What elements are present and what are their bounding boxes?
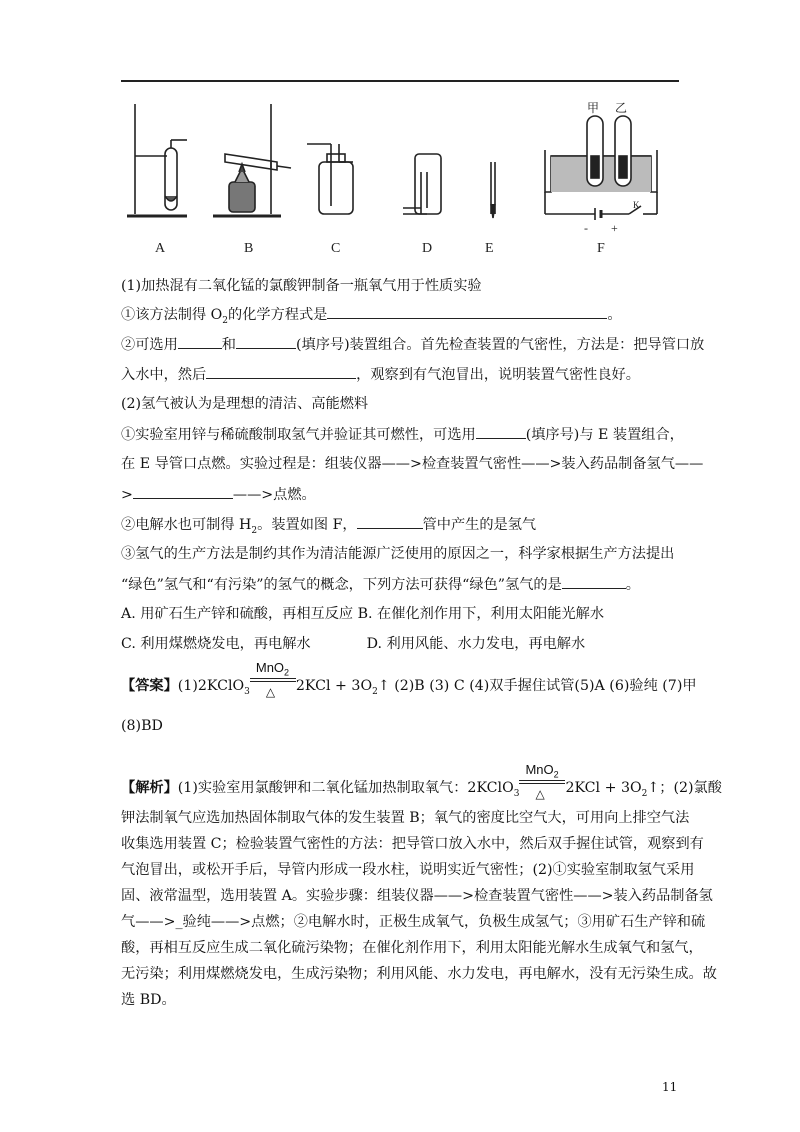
answer-blank-equation[interactable] — [327, 304, 607, 319]
top-rule — [121, 80, 679, 82]
analysis-line-4: 气泡冒出，或松开手后，导管内形成一段水柱，说明实近气密性；(2)①实验室制取氢气采用 — [121, 862, 695, 878]
answer-p2-sub: 2 — [372, 686, 378, 697]
q2-heading: (2)氢气被认为是理想的清洁、高能燃料 — [121, 396, 369, 412]
answer-blank-green-h2[interactable] — [562, 574, 626, 589]
apparatus-c — [307, 144, 353, 214]
apparatus-e — [491, 162, 495, 218]
q2-s3-end: 。 — [625, 577, 640, 593]
apparatus-f — [545, 116, 657, 220]
label-f: F — [597, 241, 605, 256]
q1-s1-sub: 2 — [222, 315, 229, 326]
answer-blank-h2-device[interactable] — [476, 424, 526, 439]
q1-s2-e: ，观察到有气泡冒出，说明装置气密性良好。 — [356, 367, 640, 383]
analysis-catalyst-sub: 2 — [553, 769, 559, 780]
q2-s1-d: > — [121, 487, 133, 503]
label-plus: + — [611, 221, 618, 235]
answer-blank-device-1[interactable] — [178, 334, 222, 349]
answer-p2: 2KCl + 3O — [295, 678, 373, 694]
answer-blank-tube[interactable] — [357, 514, 423, 529]
analysis-line-6: 气——>_验纯——>点燃；②电解水时，正极生成氧气，负极生成氢气；③用矿石生产锌和硫 — [121, 914, 706, 930]
analysis-l1-sub2: 2 — [641, 788, 648, 799]
q1-s2-a: ②可选用 — [121, 337, 178, 353]
catalyst-label: MnO — [255, 660, 285, 675]
q2-s2-b: 。装置如图 F， — [257, 517, 357, 533]
q1-heading: (1)加热混有二氧化锰的氯酸钾制备一瓶氧气用于性质实验 — [121, 278, 482, 294]
q2-s1-e: ——>点燃。 — [232, 487, 316, 503]
q2-item-3: ③氢气的生产方法是制约其作为清洁能源广泛使用的原因之一，科学家根据生产方法提出 — [121, 546, 675, 562]
answer-p3: ↑ (2)B (3) C (4)双手握住试管(5)A (6)验纯 (7)甲 — [377, 678, 697, 694]
apparatus-diagram — [121, 96, 679, 266]
label-a: A — [155, 241, 166, 256]
q1-s2-b: 和 — [221, 337, 236, 353]
q2-s1-a: ①实验室用锌与稀硫酸制取氢气并验证其可燃性，可选用 — [121, 427, 476, 443]
analysis-line-9: 选 BD。 — [121, 992, 176, 1008]
label-c: C — [331, 241, 341, 256]
option-d: D. 利用风能、水力发电，再电解水 — [366, 636, 586, 652]
q2-item-2 — [121, 514, 681, 541]
q1-s1-suffix: 的化学方程式是 — [228, 307, 328, 323]
apparatus-d — [403, 154, 441, 214]
q2-item-1-cont2 — [121, 484, 681, 505]
q1-item-2-cont — [121, 364, 681, 385]
analysis-l1-sub: 3 — [513, 788, 520, 799]
analysis-heat-symbol: △ — [535, 787, 545, 801]
apparatus-b — [213, 104, 291, 216]
q1-item-1 — [121, 304, 681, 331]
label-jia: 甲 — [587, 101, 600, 115]
analysis-l1-c: ↑；(2)氯酸 — [647, 780, 722, 796]
catalyst-sub: 2 — [284, 667, 290, 678]
q1-s1-end: 。 — [607, 307, 622, 323]
label-minus: - — [584, 221, 588, 235]
label-switch-k: K — [633, 200, 640, 210]
analysis-label: 【解析】 — [121, 780, 178, 796]
analysis-l1-b: 2KCl + 3O — [565, 780, 642, 796]
q1-s1-prefix: ①该方法制得 O — [121, 307, 223, 323]
q2-options-cd — [121, 634, 681, 654]
answer-p1-sub: 3 — [244, 686, 250, 697]
q1-s2-d: 入水中，然后 — [121, 367, 207, 383]
analysis-catalyst-label: MnO — [525, 762, 554, 777]
apparatus-figure — [121, 96, 679, 266]
q2-item-1 — [121, 424, 684, 445]
label-d: D — [422, 241, 433, 256]
analysis-line-1 — [121, 762, 722, 804]
answer-blank-device-2[interactable] — [236, 334, 296, 349]
heat-symbol: △ — [265, 685, 276, 699]
analysis-line-7: 酸，再相互反应生成二氧化硫污染物；在催化剂作用下，利用太阳能光解水生成氧气和氢气， — [121, 940, 703, 956]
answer-label: 【答案】 — [121, 678, 178, 694]
q2-s1-b: (填序号)与 E 装置组合， — [525, 427, 684, 443]
answer-blank-method[interactable] — [206, 364, 356, 379]
answer-line — [121, 660, 697, 702]
q2-s3-b: “绿色”氢气和“有污染”的氢气的概念，下列方法可获得“绿色”氢气的是 — [121, 577, 562, 593]
q2-s2-sub: 2 — [251, 525, 258, 536]
analysis-line-2: 钾法制氧气应选加热固体制取气体的发生装置 B；氧气的密度比空气大，可用向上排空气法 — [121, 810, 690, 826]
q2-item-1-cont: 在 E 导管口点燃。实验过程是：组装仪器——>检查装置气密性——>装入药品制备氢气—— — [121, 456, 704, 472]
answer-p1: (1)2KClO — [177, 678, 245, 694]
q2-options-ab — [121, 604, 681, 624]
analysis-l1-a: (1)实验室用氯酸钾和二氧化锰加热制取氧气：2KClO — [177, 780, 514, 796]
label-yi: 乙 — [615, 101, 628, 115]
label-b: B — [244, 241, 254, 256]
q1-s2-c: (填序号)装置组合。首先检查装置的气密性，方法是：把导管口放 — [295, 337, 705, 353]
option-b: B. 在催化剂作用下，利用太阳能光解水 — [357, 606, 605, 622]
answer-blank-step[interactable] — [133, 484, 233, 499]
page-number: 11 — [662, 1080, 678, 1094]
q2-s2-a: ②电解水也可制得 H — [121, 517, 252, 533]
reaction-condition — [250, 660, 296, 699]
label-e: E — [485, 241, 494, 256]
analysis-line-3: 收集选用装置 C；检验装置气密性的方法：把导管口放入水中，然后双手握住试管，观察到有 — [121, 836, 704, 852]
option-c: C. 利用煤燃烧发电，再电解水 — [121, 636, 311, 652]
q2-item-3-cont — [121, 574, 681, 595]
analysis-reaction-condition — [519, 762, 565, 801]
option-a: A. 用矿石生产锌和硫酸，再相互反应 — [121, 606, 354, 622]
apparatus-a — [127, 104, 187, 216]
answer-line-2: (8)BD — [121, 718, 163, 734]
q2-s2-c: 管中产生的是氢气 — [422, 517, 537, 533]
analysis-line-8: 无污染；利用煤燃烧发电，生成污染物；利用风能、水力发电，再电解水，没有无污染生成。故 — [121, 966, 717, 982]
q1-item-2 — [121, 334, 705, 355]
analysis-line-5: 固、液常温型，选用装置 A。实验步骤：组装仪器——>检查装置气密性——>装入药品制备氢 — [121, 888, 713, 904]
